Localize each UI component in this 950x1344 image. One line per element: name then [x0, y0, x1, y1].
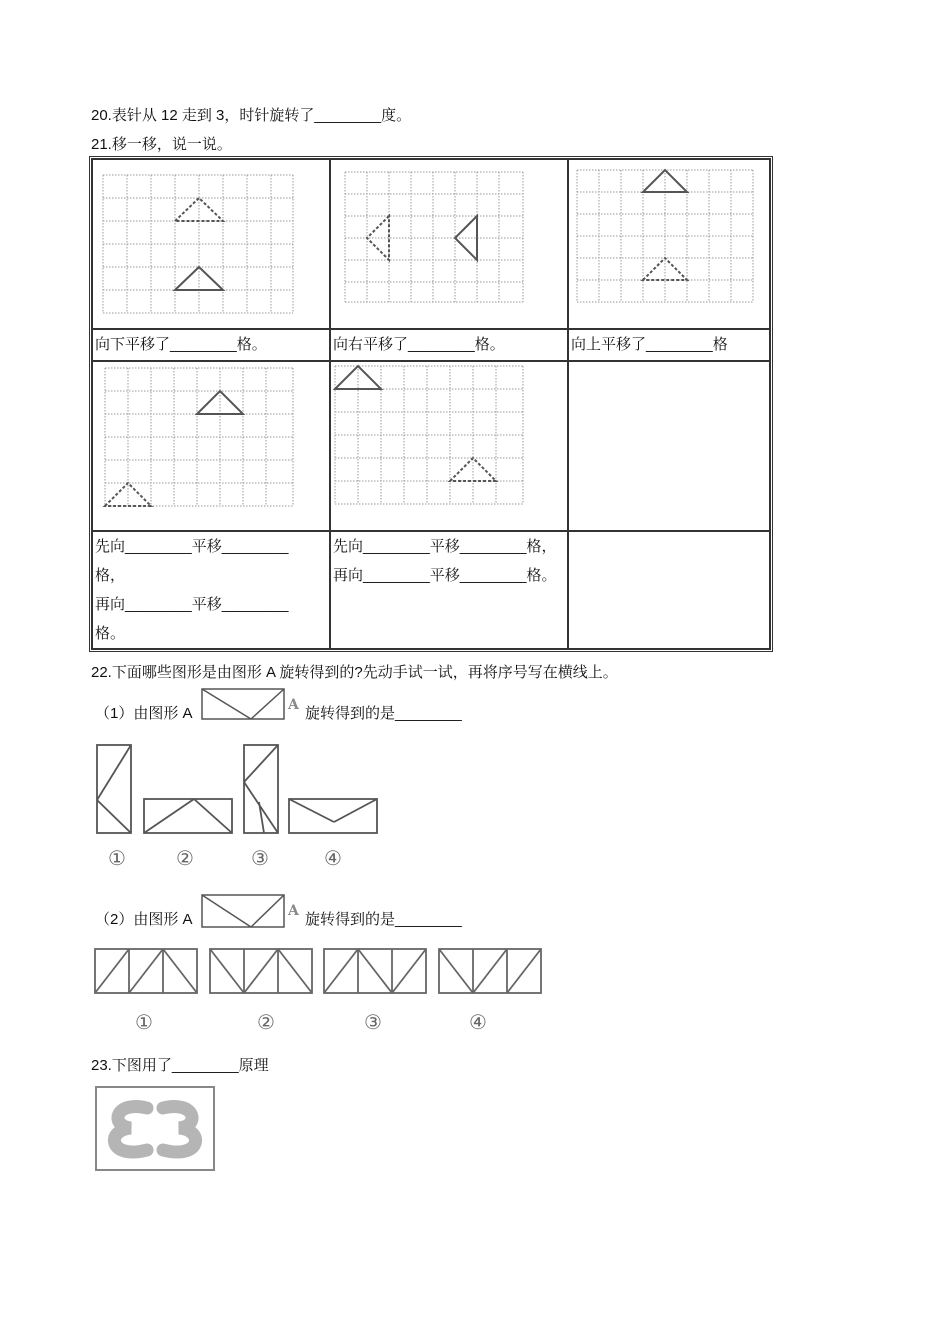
- q22-part2-prefix: （2）由图形 A: [95, 911, 193, 928]
- q22-part2-suffix: 旋转得到的是________: [305, 911, 462, 928]
- answer-5: [331, 532, 567, 648]
- option-1-3: ③: [251, 846, 269, 870]
- option-1-2: ②: [176, 846, 194, 870]
- grid-figure-5: [331, 362, 567, 530]
- figure-a-2: [201, 894, 287, 930]
- grid-figure-1: [93, 160, 329, 328]
- q22-title: 22.下面哪些图形是由图形 A 旋转得到的?先动手试一试，再将序号写在横线上。: [91, 664, 618, 681]
- q20-text: 20.表针从 12 走到 3，时针旋转了________度。: [91, 107, 412, 124]
- q22-part1-prefix: （1）由图形 A: [95, 705, 193, 722]
- figure-a-label-2: A: [288, 903, 299, 919]
- answer-5-line-1: 先向________平移________格，: [333, 538, 557, 555]
- answer-4-line-3: 再向________平移________: [95, 596, 289, 613]
- option-2-2: ②: [257, 1010, 275, 1034]
- part2-options: [92, 946, 547, 998]
- symmetry-figure: [95, 1086, 217, 1172]
- q23-text: 23.下图用了________原理: [91, 1057, 269, 1074]
- option-1-4: ④: [324, 846, 342, 870]
- answer-4-line-2: 格，: [95, 567, 126, 584]
- option-2-4: ④: [469, 1010, 487, 1034]
- figure-a-1: [201, 688, 287, 722]
- grid-figure-2: [331, 160, 567, 328]
- grid-figure-3: [569, 160, 769, 328]
- q22-part1-suffix: 旋转得到的是________: [305, 705, 462, 722]
- answer-5-line-2: 再向________平移________格。: [333, 567, 557, 584]
- answer-4-line-4: 格。: [95, 625, 126, 642]
- answer-4: [93, 532, 329, 648]
- option-2-1: ①: [135, 1010, 153, 1034]
- translation-table: [89, 156, 773, 652]
- caption-1: 向下平移了________格。: [95, 336, 267, 353]
- figure-a-label-1: A: [288, 697, 299, 713]
- empty-cell-2: [569, 532, 769, 648]
- grid-figure-4: [93, 362, 329, 530]
- empty-cell: [569, 362, 769, 530]
- caption-2: 向右平移了________格。: [333, 336, 505, 353]
- answer-4-line-1: 先向________平移________: [95, 538, 289, 555]
- part1-options: [94, 742, 384, 838]
- option-1-1: ①: [108, 846, 126, 870]
- option-2-3: ③: [364, 1010, 382, 1034]
- caption-3: 向上平移了________格: [571, 336, 728, 353]
- q21-title: 21.移一移，说一说。: [91, 136, 232, 153]
